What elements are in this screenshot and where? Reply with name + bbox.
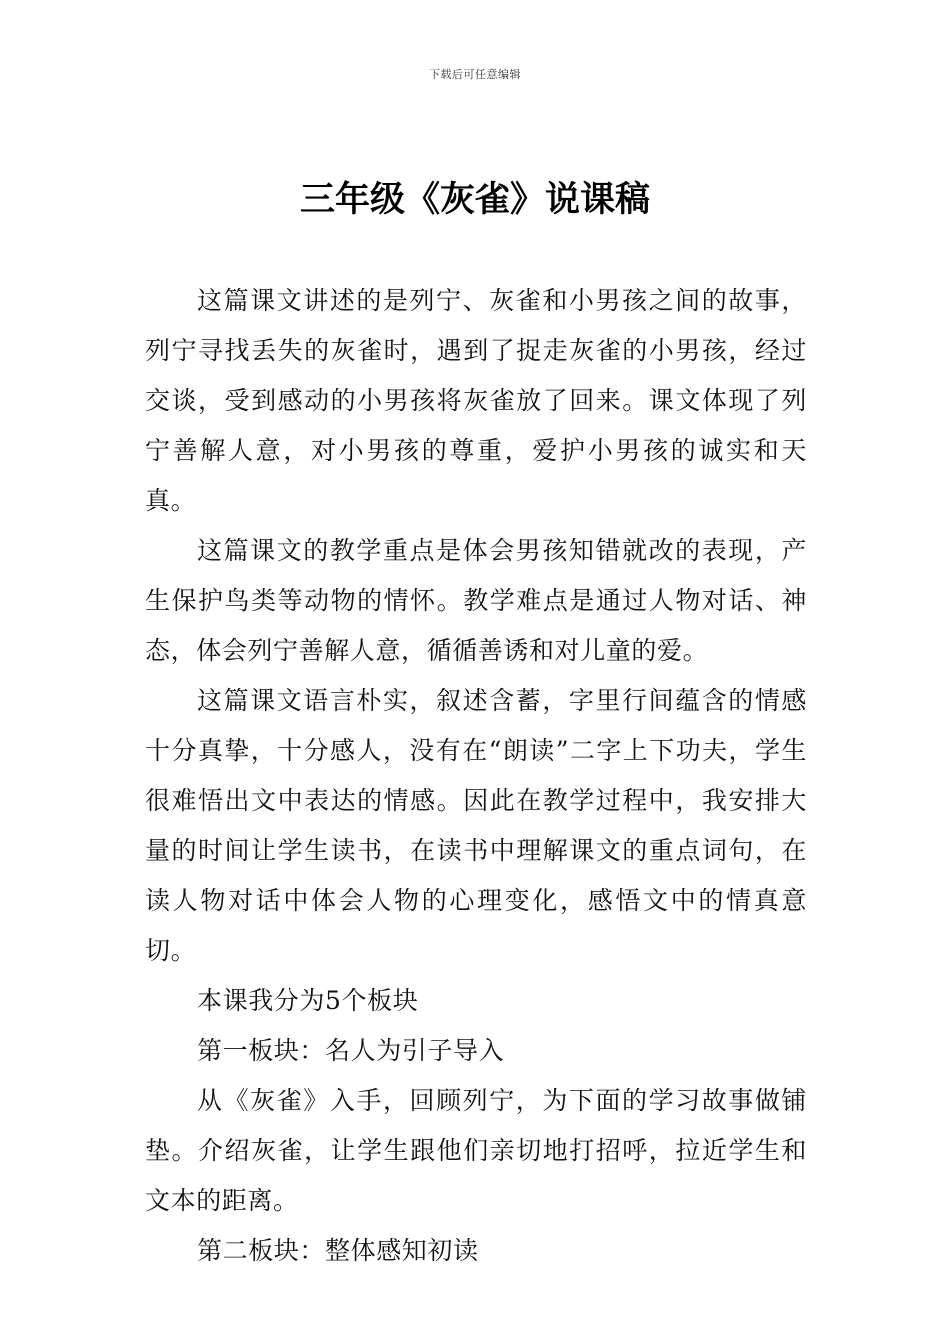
paragraph-key-points: 这篇课文的教学重点是体会男孩知错就改的表现，产生保护鸟类等动物的情怀。教学难点是通过人物对话、神态，体会列宁善解人意，循循善诱和对儿童的爱。 [145, 536, 807, 665]
paragraph-sections-count: 本课我分为5个板块 [197, 986, 419, 1015]
header-note: 下载后可任意编辑 [429, 68, 521, 81]
paragraph-section-two-heading: 第二板块：整体感知初读 [197, 1236, 479, 1265]
paragraph-language: 这篇课文语言朴实，叙述含蓄，字里行间蕴含的情感十分真挚，十分感人，没有在“朗读”二字上下功夫，学生很难悟出文中表达的情感。因此在教学过程中，我安排大量的时间让学生读书，在读书中理解课文的重点词句，在读人物对话中体会人物的心理变化，感悟文中的情真意切。 [145, 686, 807, 965]
document-body [145, 276, 807, 1276]
paragraph-section-one-heading: 第一板块：名人为引子导入 [197, 1036, 505, 1065]
document-title: 三年级《灰雀》说课稿 [299, 180, 650, 220]
paragraph-section-one-body: 从《灰雀》入手，回顾列宁，为下面的学习故事做铺垫。介绍灰雀，让学生跟他们亲切地打招呼，拉近学生和文本的距离。 [145, 1086, 807, 1215]
paragraph-intro: 这篇课文讲述的是列宁、灰雀和小男孩之间的故事，列宁寻找丢失的灰雀时，遇到了捉走灰雀的小男孩，经过交谈，受到感动的小男孩将灰雀放了回来。课文体现了列宁善解人意，对小男孩的尊重，爱护小男孩的诚实和天真。 [145, 286, 807, 515]
